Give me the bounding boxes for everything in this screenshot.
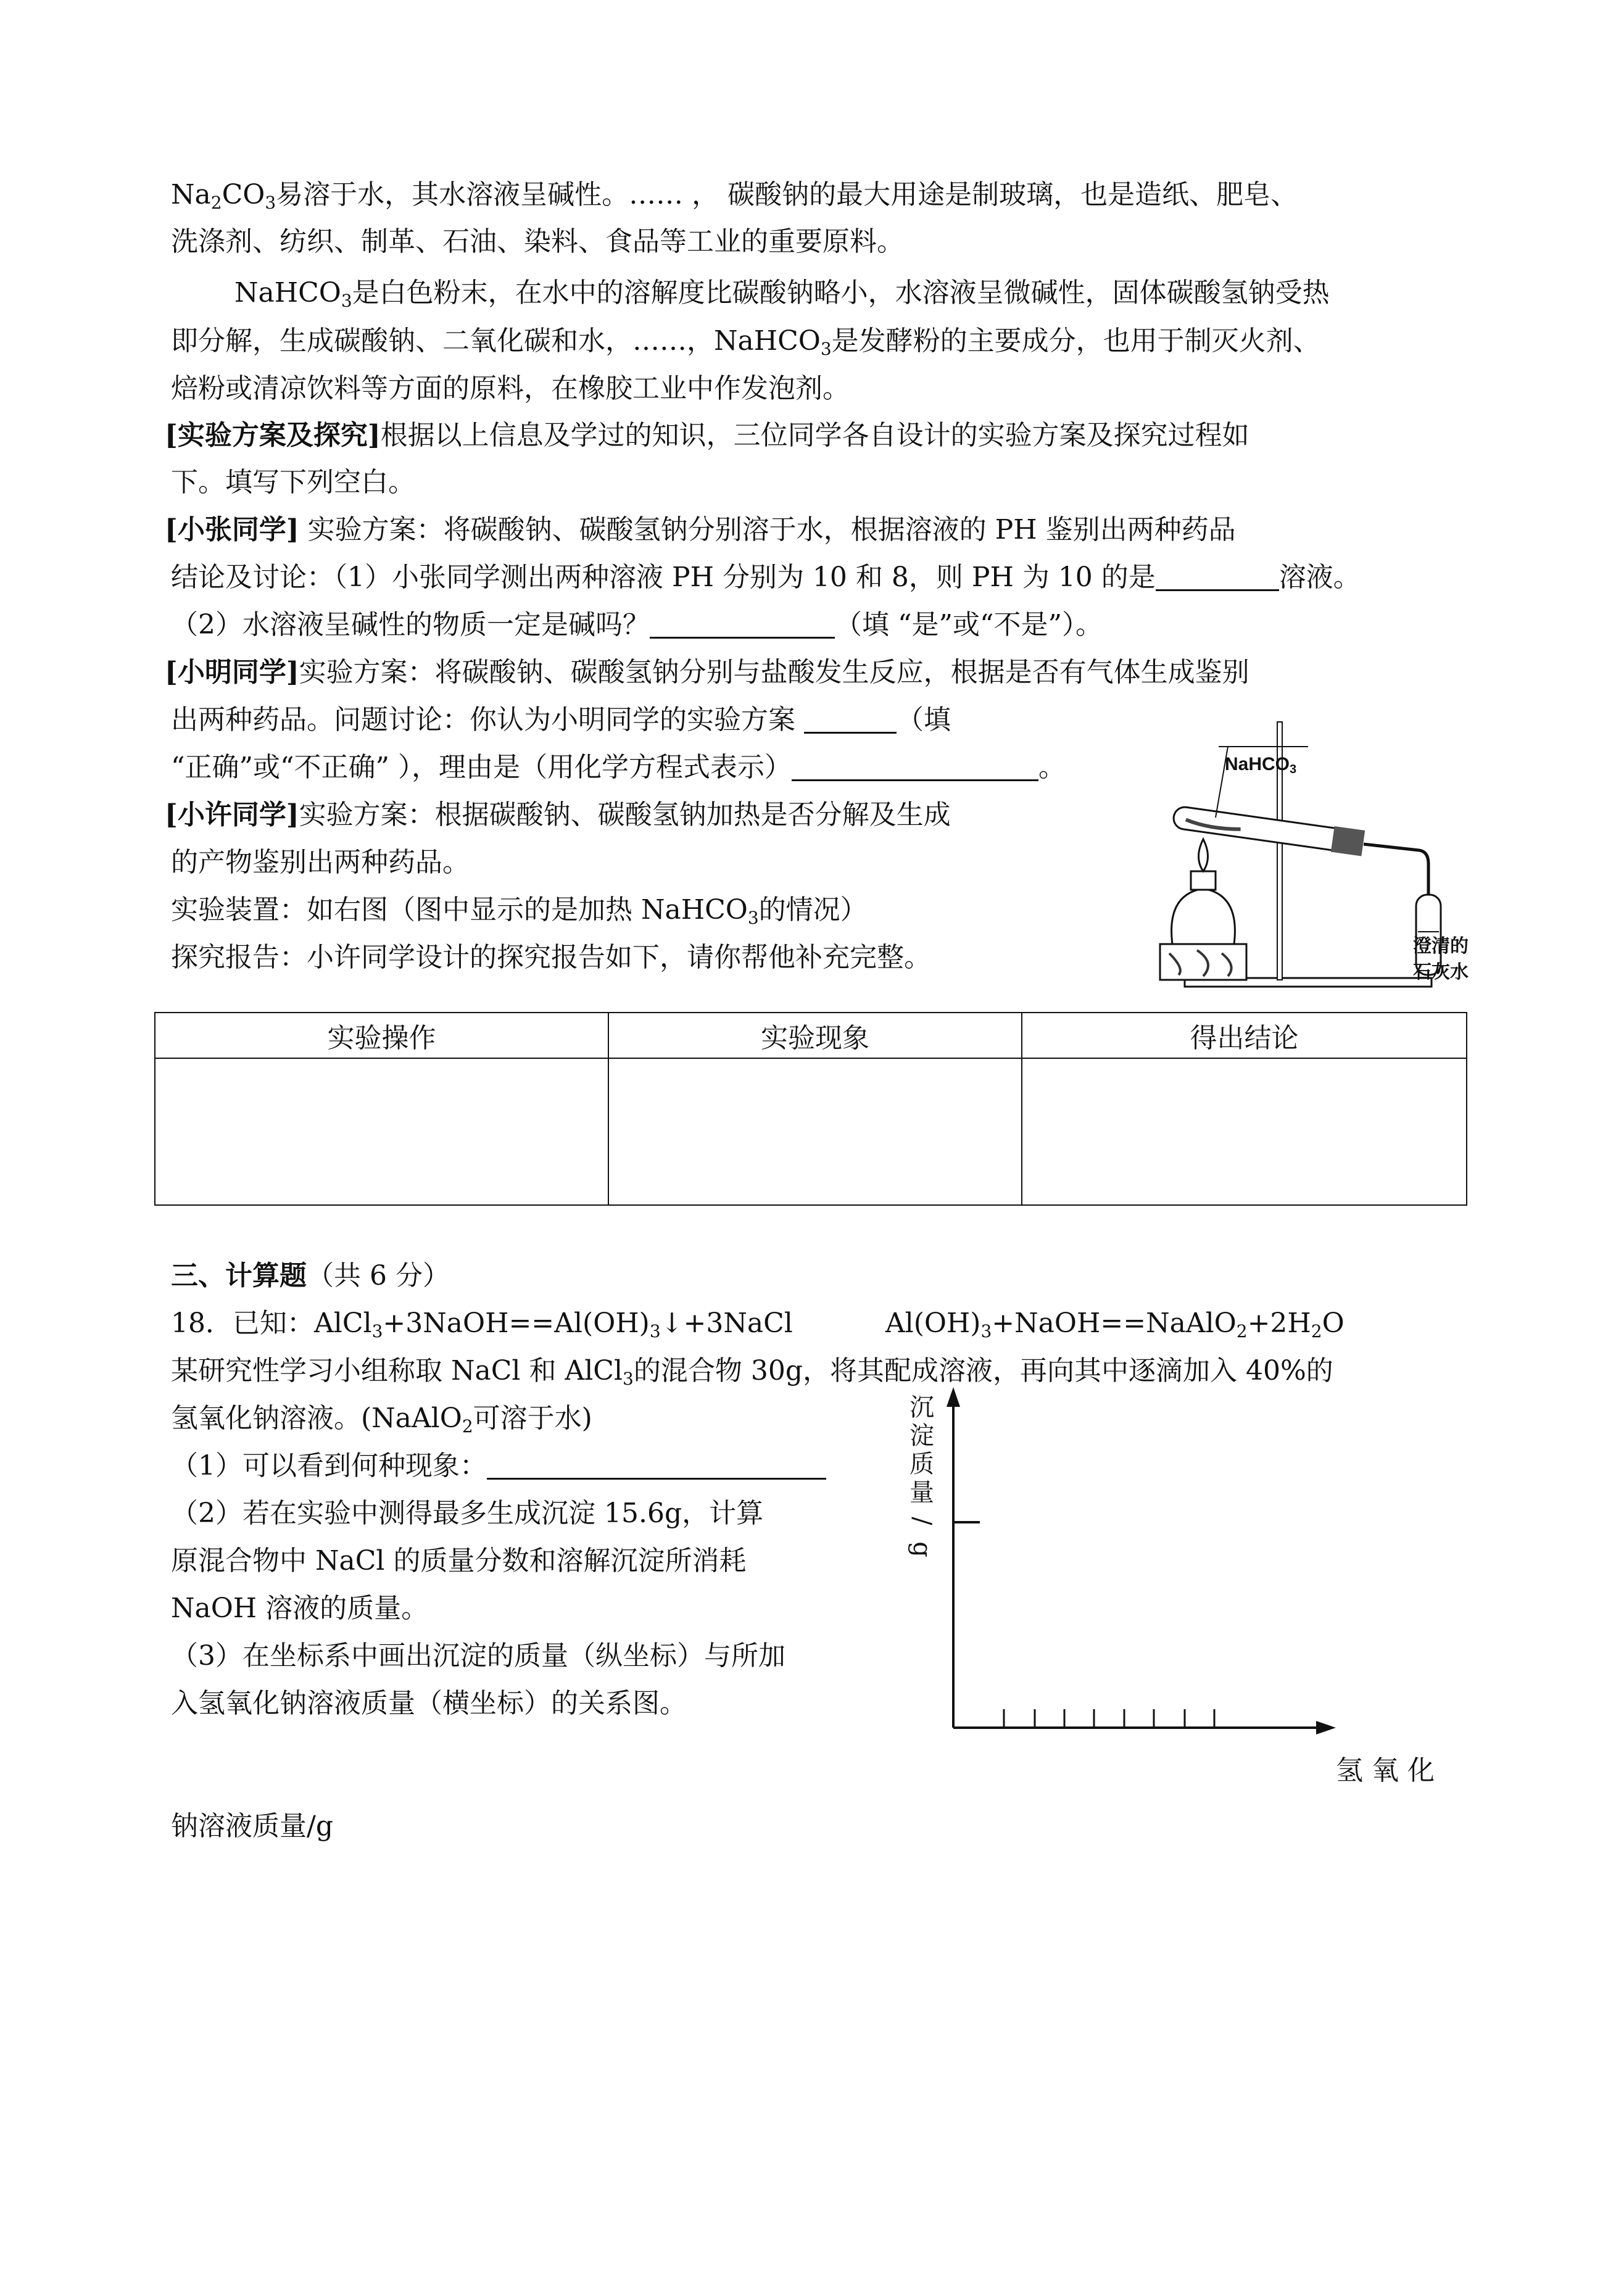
q18-line-2: 某研究性学习小组称取 NaCl 和 AlCl$_3$的混合物 30g，将其配成溶液，再向其中逐滴加入 40%的 bbox=[171, 1355, 1333, 1389]
q18-part-1: （1）可以看到何种现象： bbox=[171, 1448, 826, 1485]
limewater-label-line2: 石灰水 bbox=[1413, 962, 1469, 982]
text-line-2: 洗涤剂、纺织、制革、石油、染料、食品等工业的重要原料。 bbox=[171, 226, 904, 257]
text-line-14: [小许同学]实验方案：根据碳酸钠、碳酸氢钠加热是否分解及生成 bbox=[165, 799, 951, 831]
text-line-12: 出两种药品。问题讨论：你认为小明同学的实验方案 （填 bbox=[171, 704, 951, 736]
x-axis-label-part1: 氢 氧 化 bbox=[1336, 1755, 1435, 1786]
header-phenomenon: 实验现象 bbox=[608, 1013, 1022, 1058]
cell-operation[interactable] bbox=[155, 1058, 608, 1205]
answer-blank-phenomenon[interactable] bbox=[487, 1451, 826, 1480]
text-line-5: 焙粉或清凉饮料等方面的原料，在橡胶工业中作发泡剂。 bbox=[171, 373, 850, 404]
text-line-4: 即分解，生成碳酸钠、二氧化碳和水，……，NaHCO$_3$是发酵粉的主要成分，也用于制灭火剂、 bbox=[171, 325, 1320, 359]
q18-part-2c: NaOH 溶液的质量。 bbox=[171, 1593, 429, 1624]
text-line-16: 实验装置：如右图（图中显示的是加热 NaHCO$_3$的情况） bbox=[171, 894, 868, 928]
text-line-7: 下。填写下列空白。 bbox=[171, 466, 415, 498]
text-line-11: [小明同学]实验方案：将碳酸钠、碳酸氢钠分别与盐酸发生反应，根据是否有气体生成鉴别 bbox=[165, 657, 1249, 688]
q18-part-2a: （2）若在实验中测得最多生成沉淀 15.6g，计算 bbox=[171, 1498, 764, 1529]
text-line-6: [实验方案及探究]根据以上信息及学过的知识，三位同学各自设计的实验方案及探究过程如 bbox=[165, 420, 1249, 451]
text-line-15: 的产物鉴别出两种药品。 bbox=[171, 847, 470, 878]
q18-part-3a: （3）在坐标系中画出沉淀的质量（纵坐标）与所加 bbox=[171, 1640, 785, 1672]
text-line-9: 结论及讨论：（1）小张同学测出两种溶液 PH 分别为 10 和 8，则 PH 为 10 的是 溶液。 bbox=[171, 562, 1361, 593]
answer-blank-is-base[interactable] bbox=[650, 610, 835, 639]
text-line-10: （2）水溶液呈碱性的物质一定是碱吗？ （填 “是”或“不是”）。 bbox=[171, 609, 1103, 640]
limewater-label-line1: 澄清的 bbox=[1413, 936, 1469, 956]
answer-blank-correct[interactable] bbox=[804, 705, 897, 734]
header-conclusion: 得出结论 bbox=[1022, 1013, 1467, 1058]
x-axis-label-part2: 钠溶液质量/g bbox=[171, 1810, 333, 1842]
q18-part-2b: 原混合物中 NaCl 的质量分数和溶解沉淀所消耗 bbox=[171, 1545, 747, 1577]
q18-line-3: 氢氧化钠溶液。(NaAlO$_2$可溶于水) bbox=[171, 1403, 592, 1436]
header-operation: 实验操作 bbox=[155, 1013, 608, 1058]
answer-blank-ph10[interactable] bbox=[1156, 562, 1279, 591]
text-line-3: NaHCO$_3$是白色粉末，在水中的溶解度比碳酸钠略小，水溶液呈微碱性，固体碳酸氢钠受热 bbox=[234, 277, 1330, 311]
answer-blank-equation[interactable] bbox=[792, 752, 1038, 781]
cell-phenomenon[interactable] bbox=[608, 1058, 1022, 1205]
text-line-13: “正确”或“不正确” ），理由是（用化学方程式表示） 。 bbox=[171, 752, 1066, 783]
y-axis-label: 沉 淀 质 量 / g bbox=[908, 1393, 936, 1557]
table-header-row bbox=[155, 1013, 1467, 1058]
section3-title: 三、计算题（共 6 分） bbox=[171, 1260, 450, 1291]
q18-given: 18．已知：$AlCl_3+3NaOH==Al(OH)_3↓+3NaCl$ $Al(OH)_3+NaOH==NaAlO_2+2H_2O$ bbox=[171, 1308, 1345, 1341]
coordinate-graph bbox=[926, 1382, 1357, 1752]
text-line-8: [小张同学] 实验方案：将碳酸钠、碳酸氢钠分别溶于水，根据溶液的 PH 鉴别出两种药品 bbox=[165, 514, 1236, 545]
text-line-1: $Na_2CO_3$易溶于水，其水溶液呈碱性。…… ， 碳酸钠的最大用途是制玻璃，也是造纸、肥皂、 bbox=[171, 179, 1298, 213]
nahco3-apparatus-label: NaHCO$_3$ bbox=[1225, 754, 1297, 776]
text-line-17: 探究报告：小许同学设计的探究报告如下，请你帮他补充完整。 bbox=[171, 942, 931, 973]
table-row bbox=[155, 1058, 1467, 1205]
q18-part-3b: 入氢氧化钠溶液质量（横坐标）的关系图。 bbox=[171, 1688, 687, 1719]
experiment-report-table bbox=[154, 1012, 1467, 1206]
cell-conclusion[interactable] bbox=[1022, 1058, 1467, 1205]
